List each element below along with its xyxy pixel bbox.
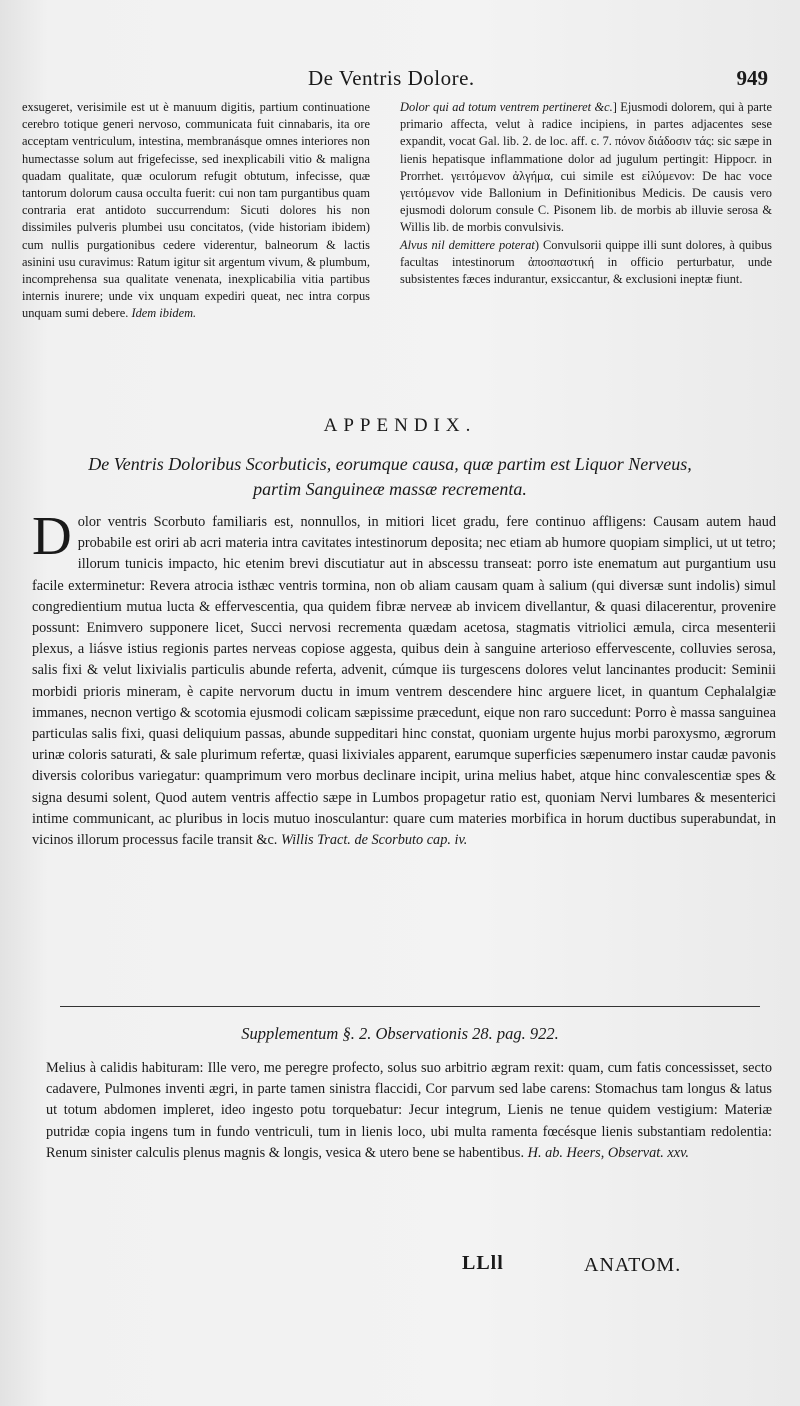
appendix-citation: Willis Tract. de Scorbuto cap. iv.	[280, 832, 468, 849]
right-column-paragraph-1	[400, 99, 772, 237]
appendix-body-text: olor ventris Scorbuto familiaris est, nonnullos, in mitiori licet gradu, fere continuo affligens: Causam autem haud probabile est oriri ab acri materia intra cavitates intestinorum deposita; nec etiam ab humore quopiam simplici, ut ut tetro; illorum tunicis impacto, hic etenim brevi discutiatur aut in abscessu transeat: porro iste enematum aut purgantium usu facile exterminetur: Revera atrocia isthæc ventris tormina, non ob aliam causam quam à salium (qui diversæ sunt indolis) simul congredientium mutua lucta & effervescentia, qua quidem fibræ nerveæ ab invicem divellantur, & quasi dilacerentur, provenire possunt: Enimvero supponere licet, Succi nervosi recrementa quædam acetosa, stagmatis vitriolici æmula, circa mesenterii plexus, a liásve istius regionis partes nerveas copiose aggesta, quibus dein à sanguine arterioso effervescente, colluvies serosa, salis fixi & velut lixivialis particulis abunde referta, advenit, cúmque iis turgescens dolores velut lancinantes producit: Seminii morbidi prioris mineram, è capite nervorum ductu in imum ventrem descendere hinc arguere licet, in quantum Cephalalgiæ immanes, necnon vertigo & scotomia ejusmodi colicam sæpissime præcedunt, eique non raro succedunt: Porro è massa sanguinea particulas salis fixi, quasi deliquium passas, abunde suppeditari hinc constat, quoniam urgente hujus morbi paroxysmo, ægrorum urinæ coloris saturati, & sale plurimum refertæ, quasi lixiviales apparent, earumque superficies sæpenumero instar caudæ pavonis diversis coloribus variegatur: quamprimum vero morbus declinare incipit, urina melius habet, atque hinc convalescentiæ spes & signa desumi solent, Quod autem ventris affectio sæpe in Lumbos propagetur ratio est, quoniam Nervi lumbares & mesenterici intime communicant, ac pluribus in locis mutuo inosculantur: quare cum materies morbifica in horum ductibus superabundat, in vicinos illorum processus facile transit &c.	[32, 514, 776, 849]
running-title: De Ventris Dolore.	[308, 66, 475, 90]
left-column-text: exsugeret, verisimile est ut è manuum digitis, partium continuatione cerebro totique generi nervoso, communicata fuit cinnabaris, ita ore acceptam ventriculum, intestina, membranásque omnes interiores non humectasse solum aut frigefecisse, sed inexplicabili vitio & maligna quadam qualitate, quæ oculorum refugit obtutum, infecisse, quæ tantorum dolorum causa occulta fuerit: cui non tam purgantibus quam contraria erat antidoto succurrendum: Sicuti dolores his non dissimiles pulveris plumbei usu concitatos, (vide historiam ibidem) cum nullis purgationibus cedere viderentur, balneorum & lactis asinini usu curavimus: Ratum igitur sit argentum vivum, & plumbum, incomprehensa sua qualitate venenata, inexplicabilia vitia partibus internis inurere; unde vix unquam expediri queat, nec intra corpus unquam sumi debere.	[22, 100, 370, 321]
section-divider	[60, 1006, 760, 1007]
appendix-title: APPENDIX.	[323, 415, 477, 436]
page-number: 949	[736, 66, 768, 90]
right-column	[400, 99, 772, 288]
supplement-citation: H. ab. Heers, Observat. xxv.	[527, 1144, 689, 1161]
appendix-body	[32, 505, 776, 851]
left-column	[22, 99, 370, 323]
left-column-paragraph	[22, 99, 370, 323]
right-column-text-2: ) Convulsorii quippe illi sunt dolores, à quibus facultas intestinorum ἀποσπαστική in officio perturbatur, unde subsistentes fæces indurantur, exsiccantur, & exclusioni ineptæ fiunt.	[400, 237, 772, 287]
supplement-title: Supplementum §. 2. Observationis 28. pag. 922.	[241, 1024, 559, 1043]
appendix-subtitle: De Ventris Doloribus Scorbuticis, eorumque causa, quæ partim est Liquor Nerveus, partim Sanguineæ massæ recrementa.	[88, 454, 692, 499]
drop-cap: D	[32, 505, 72, 566]
right-column-text-1: ] Ejusmodi dolorem, qui à parte primario affecta, velut à radice incipiens, in partes adjacentes sese expandit, vocat Gal. lib. 2. de loc. aff. c. 7. πόνον διάδοσιν τάς: sic sæpe in lienis hepatisque inflammatione dolor ad jugulum pertingit: Hippocr. in Prorrhet. γειτόμενον ἀλγήμα, cui simile est εἰλύμενον: De hac voce γειτόμενον vide Ballonium in Definitionibus Medicis. De causis vero ejusmodi dolorum consule C. Pisonem lib. de morbis ab illuvie serosa & Willis lib. de morbis convulsivis.	[400, 100, 773, 235]
catchword: ANATOM.	[584, 1254, 682, 1276]
appendix-paragraph	[32, 505, 776, 851]
right-column-paragraph-2	[400, 237, 772, 289]
supplement-body-text: Melius à calidis habituram: Ille vero, me peregre profecto, solus suo arbitrio ægram rexit: quam, cum fatis concessisset, secto cadavere, Pulmones inventi ægri, in parte tamen sinistra flaccidi, Cor parvum sed labe carens: Stomachus tam longus & latus ut totum abdomen impleret, ideo ingesto potu torquebatur: Jecur integrum, Lienis ne tenue quidem vestigium: Materiæ putridæ copia ingens tum in fundo ventriculi, tum in lienis loco, ubi multa ramenta fœcésque lienis substantiam redolentia: Renum sinister calculis plenus magnis & longis, vesica & utero bene se habentibus.	[46, 1060, 772, 1161]
lemma-1: Dolor qui ad totum ventrem pertineret &c.	[400, 100, 613, 114]
supplement-paragraph	[46, 1058, 772, 1164]
supplement-body	[46, 1058, 772, 1164]
lemma-2: Alvus nil demittere poterat	[400, 237, 535, 252]
left-column-citation: Idem ibidem.	[131, 306, 197, 321]
signature-mark: LLll	[462, 1252, 504, 1274]
page-header	[28, 66, 768, 96]
